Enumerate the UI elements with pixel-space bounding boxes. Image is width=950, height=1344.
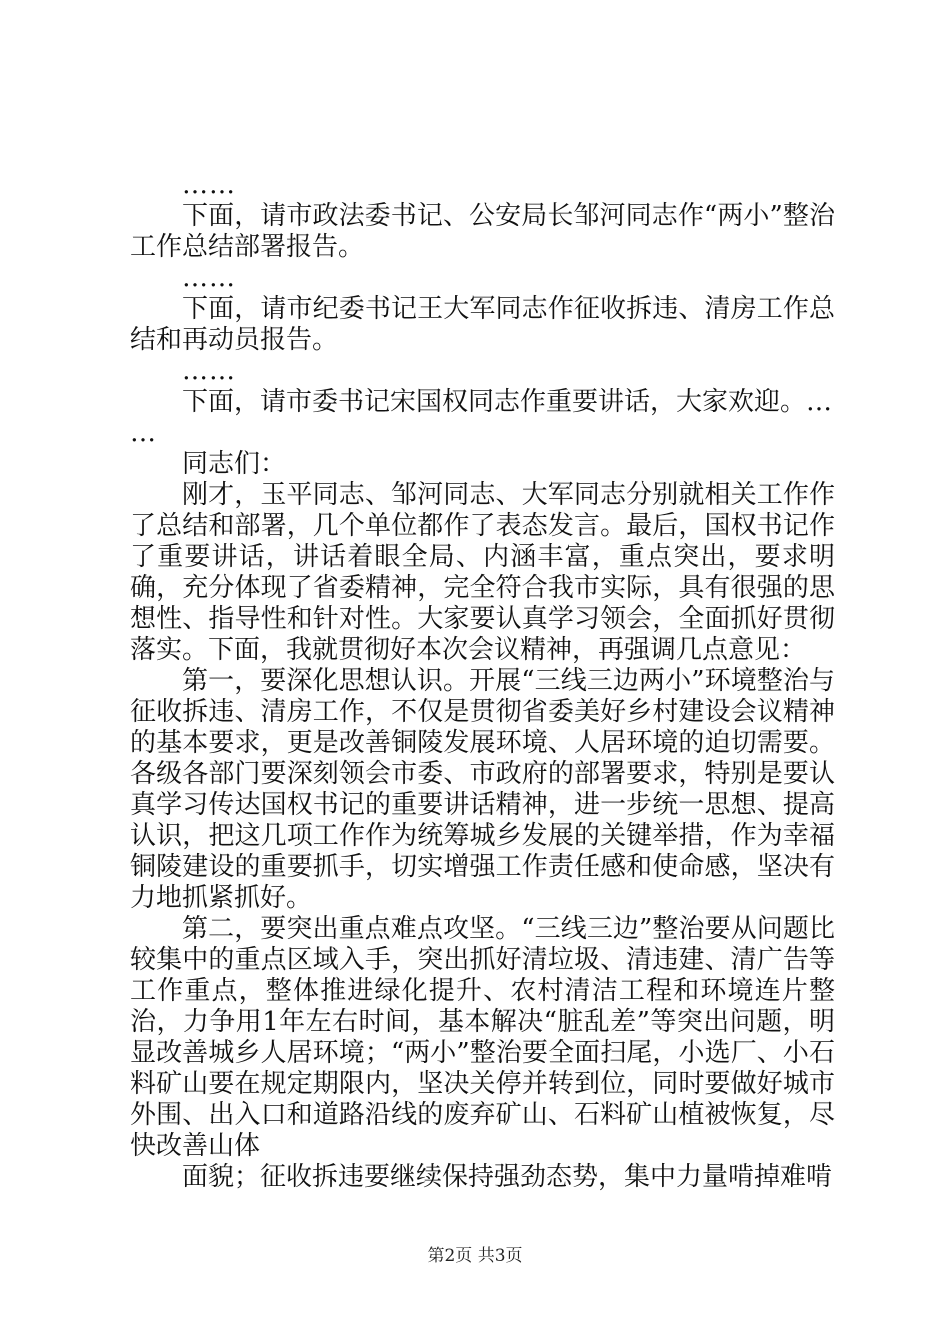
paragraph-summary: 刚才，玉平同志、邹河同志、大军同志分别就相关工作作了总结和部署，几个单位都作了表态发言。最后，国权书记作了重要讲话，讲话着眼全局、内涵丰富，重点突出，要求明确，充分体现了省委精神，完全符合我市实际，具有很强的思想性、指导性和针对性。大家要认真学习领会，全面抓好贯彻落实。下面，我就贯彻好本次会议精神，再强调几点意见： <box>130 480 835 665</box>
document-body <box>130 170 835 1193</box>
ellipsis-line: …… <box>182 170 236 200</box>
page-number-indicator: 第2页 共3页 <box>427 1246 523 1266</box>
page-footer <box>0 1246 950 1266</box>
ellipsis-tail: … <box>130 418 156 448</box>
paragraph-point-two: 第二，要突出重点难点攻坚。“三线三边”整治要从问题比较集中的重点区域入手，突出抓好清垃圾、清违建、清广告等工作重点，整体推进绿化提升、农村清洁工程和环境连片整治，力争用1年左右时间，基本解决“脏乱差”等突出问题，明显改善城乡人居环境；“两小”整治要全面扫尾，小选厂、小石料矿山要在规定期限内，坚决关停并转到位，同时要做好城市外围、出入口和道路沿线的废弃矿山、石料矿山植被恢复，尽快改善山体 <box>130 914 835 1161</box>
greeting: 同志们： <box>182 449 287 479</box>
paragraph-continuation: 面貌；征收拆违要继续保持强劲态势，集中力量啃掉难啃 <box>182 1162 833 1192</box>
paragraph-secretary-speech: 下面，请市委书记宋国权同志作重要讲话，大家欢迎。… <box>182 387 833 417</box>
paragraph-politics-report: 下面，请市政法委书记、公安局长邹河同志作“两小”整治工作总结部署报告。 <box>130 201 835 262</box>
paragraph-discipline-report: 下面，请市纪委书记王大军同志作征收拆违、清房工作总结和再动员报告。 <box>130 294 835 355</box>
ellipsis-line: …… <box>182 356 236 386</box>
paragraph-point-one: 第一，要深化思想认识。开展“三线三边两小”环境整治与征收拆违、清房工作，不仅是贯彻省委美好乡村建设会议精神的基本要求，更是改善铜陵发展环境、人居环境的迫切需要。各级各部门要深刻领会市委、市政府的部署要求，特别是要认真学习传达国权书记的重要讲话精神，进一步统一思想、提高认识，把这几项工作作为统筹城乡发展的关键举措，作为幸福铜陵建设的重要抓手，切实增强工作责任感和使命感，坚决有力地抓紧抓好。 <box>130 666 835 913</box>
ellipsis-line: …… <box>182 263 236 293</box>
